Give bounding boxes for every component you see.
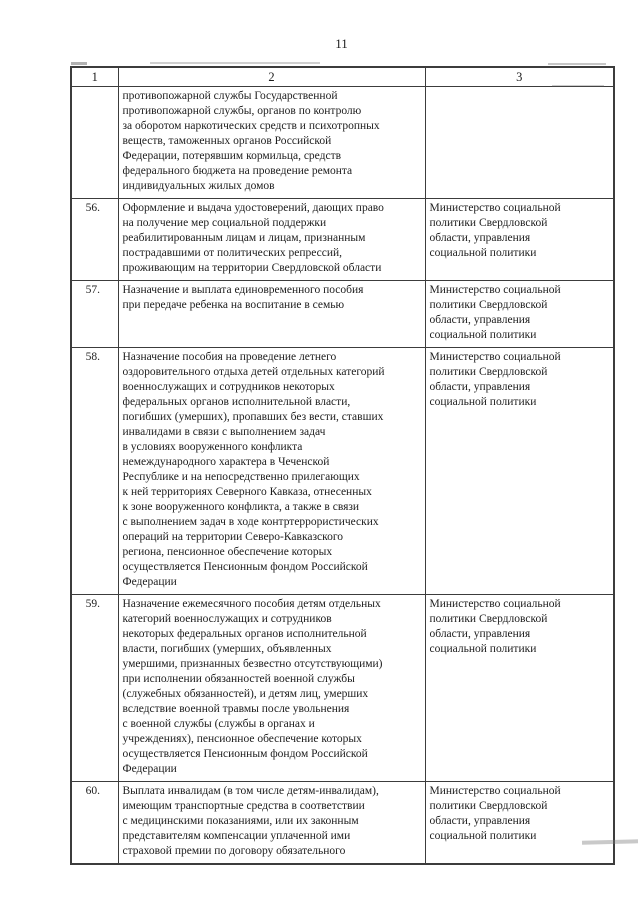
scan-artifact bbox=[548, 63, 606, 65]
column-header-service: 2 bbox=[118, 67, 425, 87]
scan-artifact bbox=[150, 62, 320, 64]
service-cell: Назначение и выплата единовременного пособия при передаче ребенка на воспитание в семью bbox=[118, 281, 425, 348]
column-header-number: 1 bbox=[71, 67, 118, 87]
row-number-cell: 58. bbox=[71, 348, 118, 595]
row-number-cell: 56. bbox=[71, 199, 118, 281]
table-header-row bbox=[71, 67, 614, 87]
authority-cell: Министерство социальной политики Свердловской области, управления социальной политики bbox=[425, 281, 614, 348]
row-number-cell: 60. bbox=[71, 782, 118, 865]
table-row-continuation bbox=[71, 87, 614, 199]
row-number-cell: 59. bbox=[71, 595, 118, 782]
table-row-57 bbox=[71, 281, 614, 348]
authority-cell: Министерство социальной политики Свердловской области, управления социальной политики bbox=[425, 595, 614, 782]
scan-artifact bbox=[71, 62, 87, 65]
service-cell: Назначение пособия на проведение летнего оздоровительного отдыха детей отдельных категорий военнослужащих и сотрудников некоторых федеральных органов исполнительной власти, погибших (умерших), пропавших без вести, ставших инвалидами в связи с выполнением задач в условиях вооруженного конфликта немеждународного характера в Чеченской Республике и на непосредственно прилегающих к ней территориях Северного Кавказа, отнесенных к зоне вооруженного конфликта, а также в связи с выполнением задач в ходе контртеррористических операций на территории Северо-Кавказского региона, пенсионное обеспечение которых осуществляется Пенсионным фондом Российской Федерации bbox=[118, 348, 425, 595]
row-number-cell bbox=[71, 87, 118, 199]
table-row-56 bbox=[71, 199, 614, 281]
table-row-58 bbox=[71, 348, 614, 595]
authority-cell: Министерство социальной политики Свердловской области, управления социальной политики bbox=[425, 782, 614, 865]
service-cell: Выплата инвалидам (в том числе детям-инвалидам), имеющим транспортные средства в соответствии с медицинскими показаниями, или их законным представителям компенсации уплаченной ими страховой премии по договору обязательного bbox=[118, 782, 425, 865]
authority-cell: Министерство социальной политики Свердловской области, управления социальной политики bbox=[425, 199, 614, 281]
service-cell: противопожарной службы Государственной противопожарной службы, органов по контролю за оборотом наркотических средств и психотропных веществ, таможенных органов Российской Федерации, потерявшим кормильца, средств федерального бюджета на проведение ремонта индивидуальных жилых домов bbox=[118, 87, 425, 199]
table-row-60 bbox=[71, 782, 614, 865]
service-cell: Назначение ежемесячного пособия детям отдельных категорий военнослужащих и сотрудников некоторых федеральных органов исполнительной власти, погибших (умерших, объявленных умершими, признанных безвестно отсутствующими) при исполнении обязанностей военной службы (служебных обязанностей), и детям лиц, умерших вследствие военной травмы после увольнения с военной службы (службы в органах и учреждениях), пенсионное обеспечение которых осуществляется Пенсионным фондом Российской Федерации bbox=[118, 595, 425, 782]
services-table bbox=[70, 66, 615, 865]
service-cell: Оформление и выдача удостоверений, дающих право на получение мер социальной поддержки реабилитированным лицам и лицам, признанным пострадавшими от политических репрессий, проживающим на территории Свердловской области bbox=[118, 199, 425, 281]
table-row-59 bbox=[71, 595, 614, 782]
column-header-authority: 3 bbox=[425, 67, 614, 87]
authority-cell bbox=[425, 87, 614, 199]
authority-cell: Министерство социальной политики Свердловской области, управления социальной политики bbox=[425, 348, 614, 595]
page-number: 11 bbox=[335, 36, 348, 51]
row-number-cell: 57. bbox=[71, 281, 118, 348]
